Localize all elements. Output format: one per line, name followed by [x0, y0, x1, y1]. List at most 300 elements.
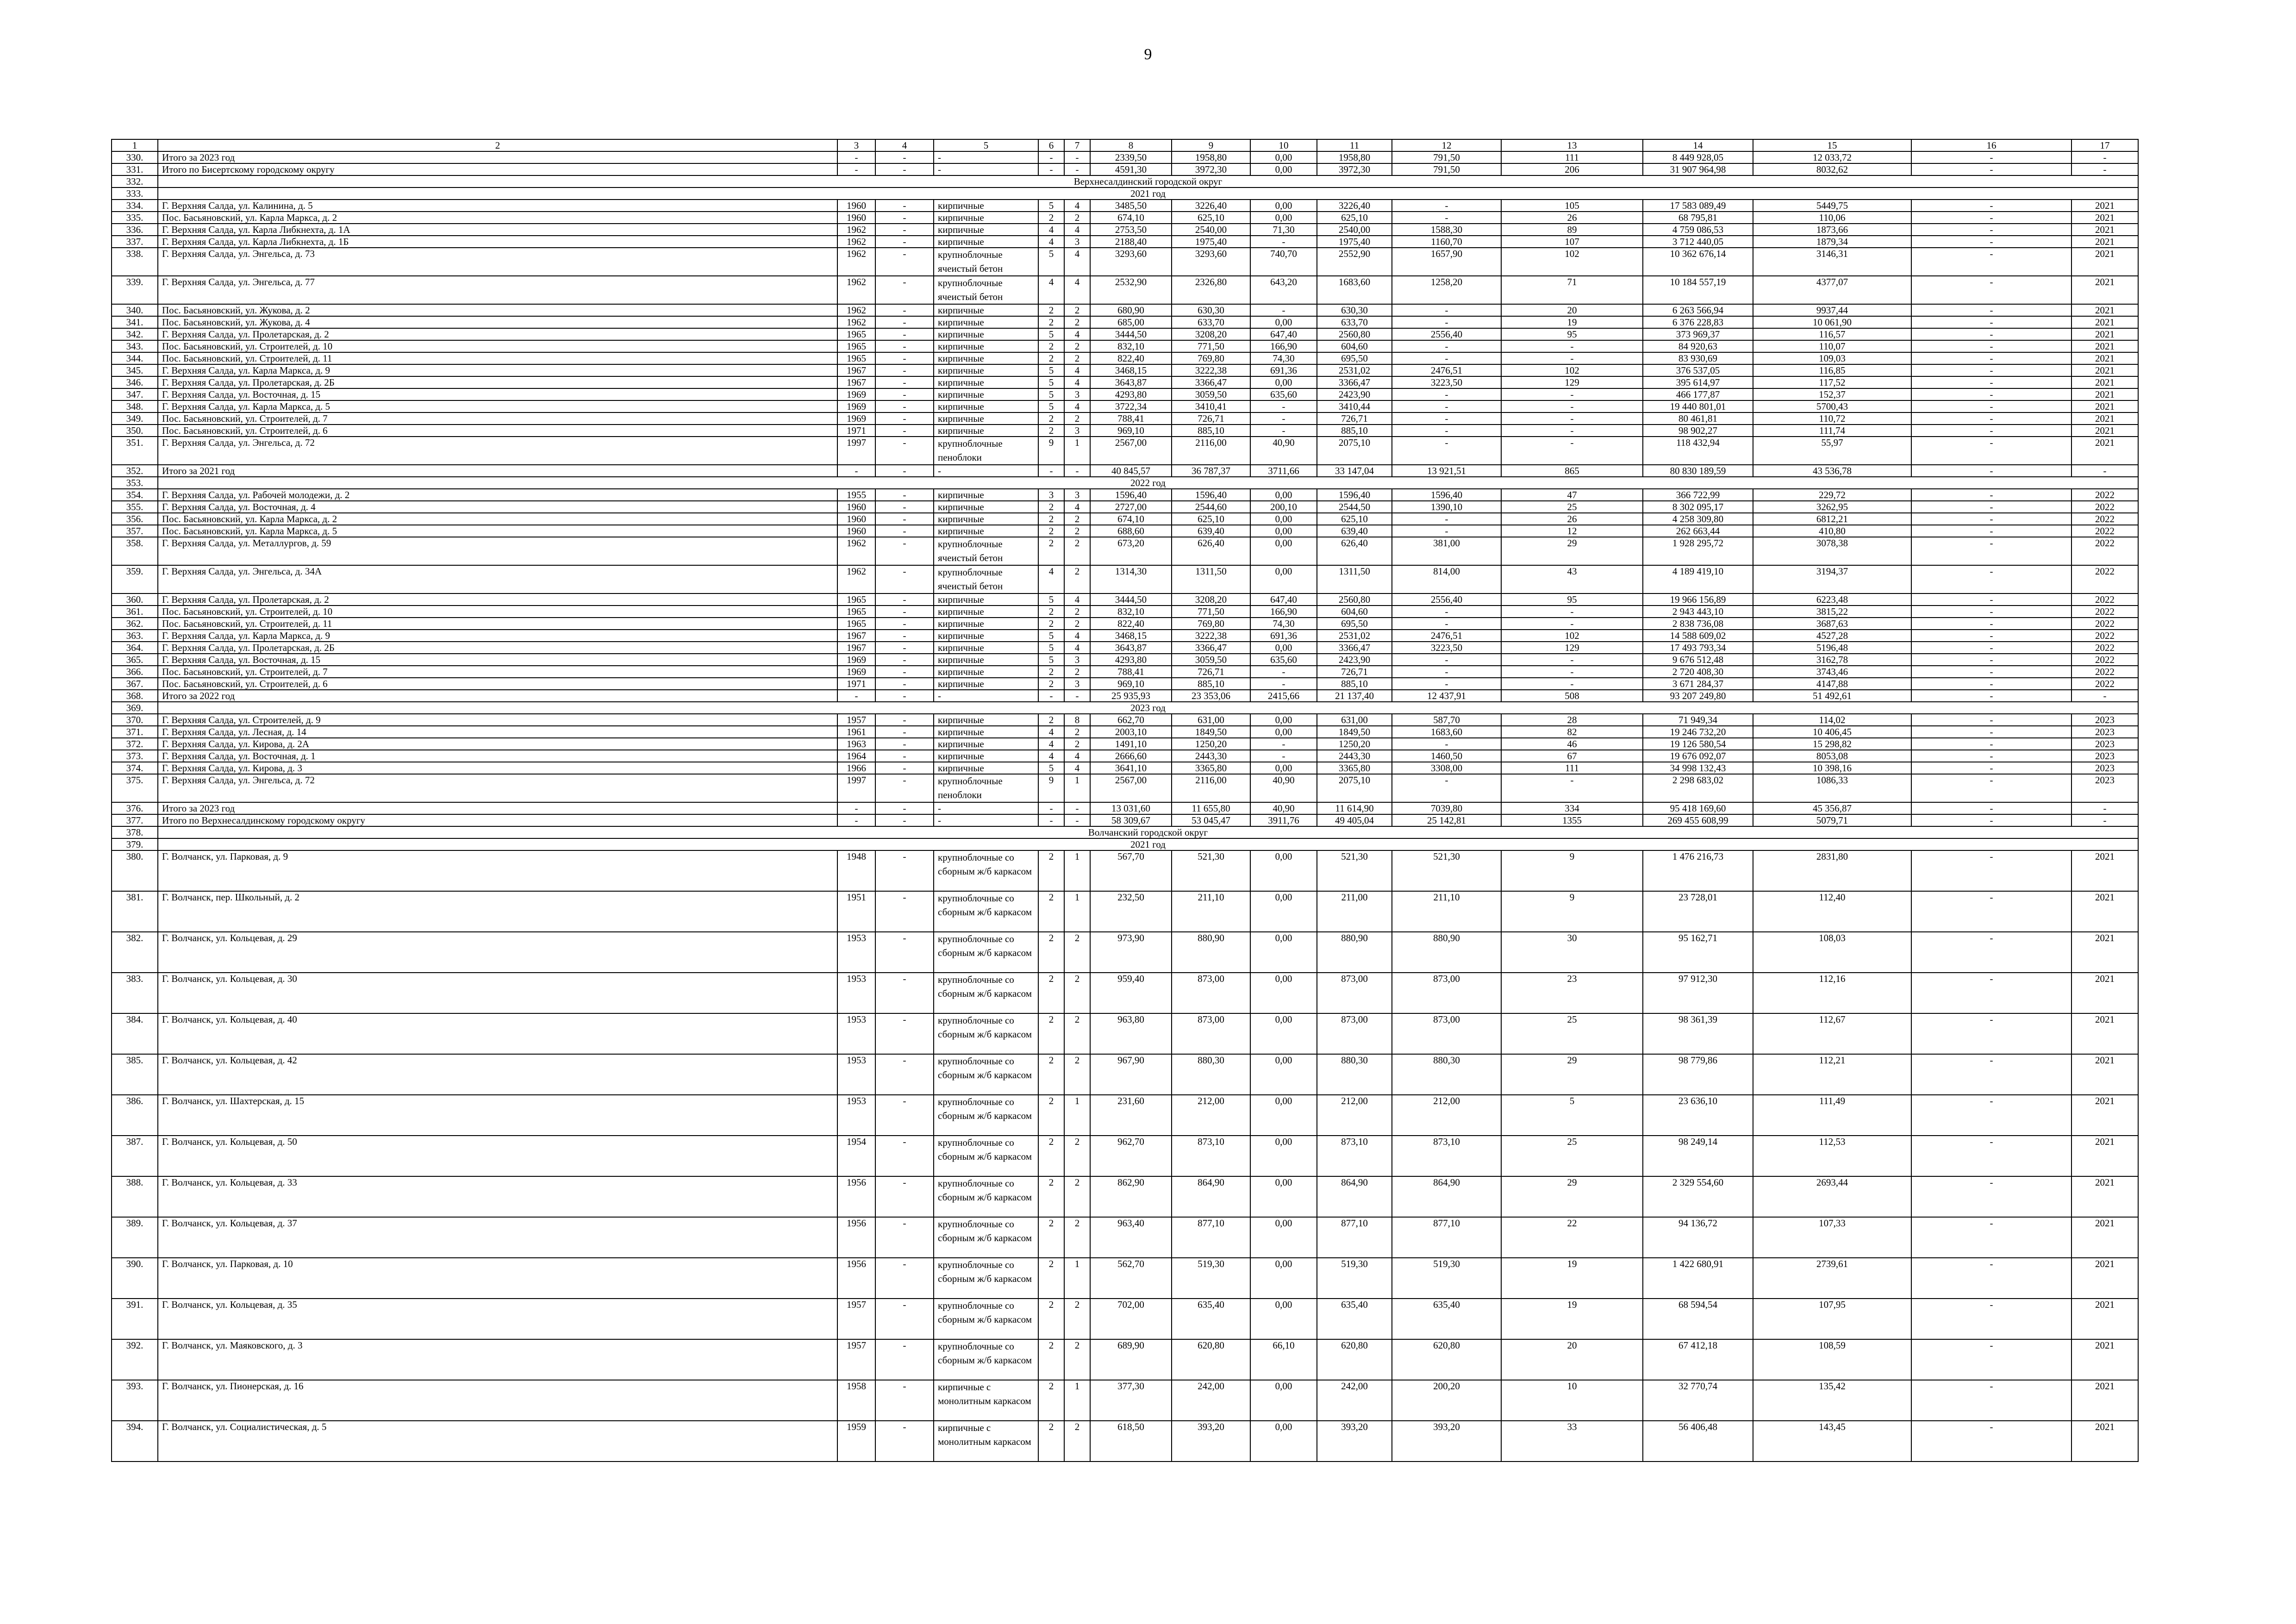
table-cell: -: [1911, 642, 2071, 654]
table-cell: -: [2071, 690, 2138, 702]
table-cell: 791,50: [1392, 151, 1501, 163]
table-cell: -: [1911, 593, 2071, 606]
table-cell: 1250,20: [1172, 738, 1250, 750]
table-cell: 23 728,01: [1643, 891, 1753, 932]
table-cell: 3468,15: [1090, 364, 1172, 376]
table-cell: -: [1911, 666, 2071, 678]
table-cell: 3365,80: [1317, 762, 1392, 774]
table-cell: кирпичные: [934, 388, 1038, 400]
table-cell: 0,00: [1250, 513, 1317, 525]
table-cell: 1311,50: [1317, 565, 1392, 593]
table-cell: 2415,66: [1250, 690, 1317, 702]
table-cell: 967,90: [1090, 1054, 1172, 1095]
row-number-cell: 369.: [112, 702, 158, 714]
table-cell: -: [1392, 304, 1501, 316]
table-cell: 5: [1038, 400, 1064, 412]
table-cell: -: [1250, 236, 1317, 248]
table-cell: 2: [1064, 1421, 1090, 1462]
table-cell: 880,90: [1172, 932, 1250, 973]
table-cell: 2: [1038, 678, 1064, 690]
table-cell: 1962: [837, 304, 875, 316]
table-row: [112, 850, 2138, 891]
table-cell: 873,00: [1392, 973, 1501, 1013]
table-cell: 814,00: [1392, 565, 1501, 593]
table-cell: 2531,02: [1317, 630, 1392, 642]
table-cell: 80 461,81: [1643, 412, 1753, 425]
table-cell: 2: [1038, 316, 1064, 328]
address-cell: Г. Волчанск, ул. Кольцевая, д. 40: [158, 1013, 837, 1054]
table-cell: 229,72: [1753, 489, 1911, 501]
row-number-cell: 380.: [112, 850, 158, 891]
table-cell: 4: [1038, 726, 1064, 738]
section-title-cell: Верхнесалдинский городской округ: [158, 175, 2138, 187]
table-cell: 2022: [2071, 501, 2138, 513]
table-cell: крупноблочные со сборным ж/б каркасом: [934, 1136, 1038, 1176]
table-cell: крупноблочные со сборным ж/б каркасом: [934, 1176, 1038, 1217]
table-cell: 864,90: [1317, 1176, 1392, 1217]
row-number-cell: 333.: [112, 187, 158, 200]
row-number-cell: 373.: [112, 750, 158, 762]
table-cell: 635,60: [1250, 388, 1317, 400]
row-number-cell: 339.: [112, 276, 158, 304]
table-cell: 102: [1501, 364, 1643, 376]
table-cell: 0,00: [1250, 1217, 1317, 1258]
table-cell: -: [1911, 762, 2071, 774]
table-cell: 2: [1038, 1339, 1064, 1380]
table-cell: крупноблочные со сборным ж/б каркасом: [934, 1299, 1038, 1339]
table-cell: 19: [1501, 316, 1643, 328]
column-number-cell: 9: [1172, 139, 1250, 151]
table-cell: 2: [1064, 1054, 1090, 1095]
address-cell: Г. Верхняя Салда, ул. Карла Маркса, д. 9: [158, 364, 837, 376]
table-cell: 1958,80: [1317, 151, 1392, 163]
table-cell: -: [875, 738, 934, 750]
table-cell: 5: [1038, 762, 1064, 774]
table-cell: 1997: [837, 774, 875, 802]
table-cell: 1: [1064, 850, 1090, 891]
table-cell: 3444,50: [1090, 328, 1172, 340]
table-cell: 4: [1064, 364, 1090, 376]
table-cell: 2021: [2071, 932, 2138, 973]
table-cell: 51 492,61: [1753, 690, 1911, 702]
row-number-cell: 378.: [112, 826, 158, 838]
table-cell: -: [1392, 774, 1501, 802]
table-cell: 2531,02: [1317, 364, 1392, 376]
table-cell: 5: [1038, 593, 1064, 606]
table-cell: 521,30: [1172, 850, 1250, 891]
table-cell: 4: [1038, 750, 1064, 762]
table-cell: 2: [1064, 932, 1090, 973]
row-number-cell: 391.: [112, 1299, 158, 1339]
table-cell: 112,67: [1753, 1013, 1911, 1054]
table-cell: 19 246 732,20: [1643, 726, 1753, 738]
table-cell: -: [875, 932, 934, 973]
table-cell: 118 432,94: [1643, 437, 1753, 465]
table-cell: 3059,50: [1172, 388, 1250, 400]
table-cell: 2: [1038, 1136, 1064, 1176]
table-cell: 19 440 801,01: [1643, 400, 1753, 412]
table-cell: 635,40: [1172, 1299, 1250, 1339]
row-number-cell: 356.: [112, 513, 158, 525]
row-number-cell: 360.: [112, 593, 158, 606]
table-cell: 1588,30: [1392, 224, 1501, 236]
address-cell: Пос. Басьяновский, ул. Строителей, д. 7: [158, 412, 837, 425]
table-cell: 689,90: [1090, 1339, 1172, 1380]
table-cell: 0,00: [1250, 200, 1317, 212]
table-cell: крупноблочные со сборным ж/б каркасом: [934, 1013, 1038, 1054]
table-cell: 1953: [837, 1054, 875, 1095]
table-cell: 633,70: [1317, 316, 1392, 328]
table-cell: 82: [1501, 726, 1643, 738]
table-cell: 33: [1501, 1421, 1643, 1462]
table-cell: 4: [1038, 236, 1064, 248]
table-cell: 9 676 512,48: [1643, 654, 1753, 666]
table-cell: 0,00: [1250, 489, 1317, 501]
table-cell: 3222,38: [1172, 364, 1250, 376]
table-cell: 587,70: [1392, 714, 1501, 726]
table-cell: 11 614,90: [1317, 802, 1392, 814]
table-cell: -: [837, 690, 875, 702]
row-number-cell: 389.: [112, 1217, 158, 1258]
table-cell: 26: [1501, 212, 1643, 224]
table-cell: 2023: [2071, 774, 2138, 802]
table-cell: 8 302 095,17: [1643, 501, 1753, 513]
table-cell: 3226,40: [1317, 200, 1392, 212]
address-cell: Итого за 2021 год: [158, 465, 837, 477]
table-cell: 5700,43: [1753, 400, 1911, 412]
table-cell: крупноблочные ячеистый бетон: [934, 276, 1038, 304]
table-cell: 3972,30: [1172, 163, 1250, 175]
table-cell: 47: [1501, 489, 1643, 501]
table-cell: 107: [1501, 236, 1643, 248]
table-cell: 2: [1064, 666, 1090, 678]
table-cell: кирпичные с монолитным каркасом: [934, 1380, 1038, 1421]
address-cell: Г. Верхняя Салда, ул. Строителей, д. 9: [158, 714, 837, 726]
column-number-cell: 8: [1090, 139, 1172, 151]
table-cell: 107,95: [1753, 1299, 1911, 1339]
table-cell: 25 142,81: [1392, 814, 1501, 826]
table-cell: 2021: [2071, 973, 2138, 1013]
table-cell: 880,30: [1172, 1054, 1250, 1095]
table-cell: 143,45: [1753, 1421, 1911, 1462]
table-cell: -: [875, 340, 934, 352]
table-cell: 2567,00: [1090, 774, 1172, 802]
table-cell: 0,00: [1250, 1013, 1317, 1054]
table-cell: кирпичные: [934, 501, 1038, 513]
table-cell: 630,30: [1317, 304, 1392, 316]
table-cell: 1965: [837, 618, 875, 630]
table-cell: 4 189 419,10: [1643, 565, 1753, 593]
section-row: [112, 187, 2138, 200]
table-row: [112, 762, 2138, 774]
table-cell: 4293,80: [1090, 654, 1172, 666]
row-number-cell: 382.: [112, 932, 158, 973]
table-row: [112, 618, 2138, 630]
table-cell: 4: [1038, 224, 1064, 236]
table-row: [112, 513, 2138, 525]
table-cell: 4 759 086,53: [1643, 224, 1753, 236]
table-cell: 34 998 132,43: [1643, 762, 1753, 774]
table-cell: 3366,47: [1317, 376, 1392, 388]
row-number-cell: 364.: [112, 642, 158, 654]
table-cell: -: [1064, 690, 1090, 702]
table-cell: 4: [1064, 224, 1090, 236]
table-cell: 4: [1064, 762, 1090, 774]
table-cell: -: [1911, 1136, 2071, 1176]
row-number-cell: 340.: [112, 304, 158, 316]
column-number-cell: 11: [1317, 139, 1392, 151]
table-cell: 95 418 169,60: [1643, 802, 1753, 814]
row-number-cell: 386.: [112, 1095, 158, 1136]
table-cell: 2003,10: [1090, 726, 1172, 738]
table-cell: 5: [1038, 654, 1064, 666]
table-cell: 410,80: [1753, 525, 1911, 537]
table-cell: 3468,15: [1090, 630, 1172, 642]
row-number-cell: 350.: [112, 425, 158, 437]
table-row: [112, 932, 2138, 973]
table-cell: 1962: [837, 224, 875, 236]
table-cell: 23: [1501, 973, 1643, 1013]
address-cell: Г. Волчанск, ул. Социалистическая, д. 5: [158, 1421, 837, 1462]
row-number-cell: 372.: [112, 738, 158, 750]
table-cell: -: [1392, 654, 1501, 666]
table-cell: 2: [1038, 714, 1064, 726]
table-cell: кирпичные: [934, 630, 1038, 642]
table-cell: 691,36: [1250, 364, 1317, 376]
table-cell: -: [1038, 163, 1064, 175]
table-cell: 635,60: [1250, 654, 1317, 666]
table-cell: 2: [1038, 1421, 1064, 1462]
table-cell: 2188,40: [1090, 236, 1172, 248]
row-number-cell: 348.: [112, 400, 158, 412]
table-cell: -: [875, 513, 934, 525]
table-cell: 43: [1501, 565, 1643, 593]
table-cell: 873,10: [1392, 1136, 1501, 1176]
table-cell: 2022: [2071, 593, 2138, 606]
table-cell: 2544,60: [1172, 501, 1250, 513]
table-cell: 1967: [837, 642, 875, 654]
table-cell: крупноблочные со сборным ж/б каркасом: [934, 850, 1038, 891]
table-cell: 8053,08: [1753, 750, 1911, 762]
table-cell: 2: [1064, 316, 1090, 328]
table-cell: -: [875, 630, 934, 642]
table-cell: 1596,40: [1090, 489, 1172, 501]
table-cell: 0,00: [1250, 151, 1317, 163]
table-cell: 98 361,39: [1643, 1013, 1753, 1054]
table-cell: 3162,78: [1753, 654, 1911, 666]
table-cell: 2: [1064, 340, 1090, 352]
address-cell: Г. Верхняя Салда, ул. Пролетарская, д. 2: [158, 328, 837, 340]
section-title-cell: 2021 год: [158, 187, 2138, 200]
table-cell: 2022: [2071, 525, 2138, 537]
table-cell: 864,90: [1172, 1176, 1250, 1217]
table-cell: 0,00: [1250, 212, 1317, 224]
table-cell: 2423,90: [1317, 388, 1392, 400]
table-cell: 2: [1064, 565, 1090, 593]
address-cell: Г. Волчанск, ул. Кольцевая, д. 29: [158, 932, 837, 973]
table-cell: 2: [1064, 1176, 1090, 1217]
table-cell: 2: [1038, 537, 1064, 565]
table-cell: 135,42: [1753, 1380, 1911, 1421]
table-cell: 2339,50: [1090, 151, 1172, 163]
table-cell: 40,90: [1250, 802, 1317, 814]
table-cell: 2021: [2071, 1339, 2138, 1380]
table-cell: 1965: [837, 352, 875, 364]
table-cell: 3485,50: [1090, 200, 1172, 212]
table-cell: 31 907 964,98: [1643, 163, 1753, 175]
table-cell: 10 362 676,14: [1643, 248, 1753, 276]
table-cell: -: [1911, 973, 2071, 1013]
table-cell: 2021: [2071, 316, 2138, 328]
table-cell: -: [1911, 425, 2071, 437]
row-number-cell: 393.: [112, 1380, 158, 1421]
table-cell: 71 949,34: [1643, 714, 1753, 726]
table-cell: 112,16: [1753, 973, 1911, 1013]
table-cell: -: [875, 1217, 934, 1258]
table-cell: -: [837, 163, 875, 175]
table-cell: 111,49: [1753, 1095, 1911, 1136]
table-cell: 2476,51: [1392, 630, 1501, 642]
table-cell: 969,10: [1090, 425, 1172, 437]
table-cell: 393,20: [1317, 1421, 1392, 1462]
address-cell: Г. Верхняя Салда, ул. Восточная, д. 4: [158, 501, 837, 513]
table-cell: 963,40: [1090, 1217, 1172, 1258]
table-cell: 3722,34: [1090, 400, 1172, 412]
table-cell: 521,30: [1392, 850, 1501, 891]
table-cell: 2021: [2071, 1136, 2138, 1176]
table-cell: -: [875, 1299, 934, 1339]
table-cell: 2: [1064, 304, 1090, 316]
table-row: [112, 814, 2138, 826]
table-row: [112, 1054, 2138, 1095]
table-cell: крупноблочные со сборным ж/б каркасом: [934, 1095, 1038, 1136]
table-cell: 562,70: [1090, 1258, 1172, 1299]
table-row: [112, 437, 2138, 465]
table-cell: 9: [1501, 850, 1643, 891]
table-cell: 3293,60: [1090, 248, 1172, 276]
table-cell: 11 655,80: [1172, 802, 1250, 814]
table-cell: -: [1911, 891, 2071, 932]
table-cell: -: [1392, 352, 1501, 364]
table-cell: 2023: [2071, 762, 2138, 774]
table-cell: 4: [1064, 248, 1090, 276]
table-cell: 25: [1501, 501, 1643, 513]
table-cell: -: [875, 364, 934, 376]
table-cell: -: [875, 1095, 934, 1136]
table-row: [112, 690, 2138, 702]
table-cell: -: [1911, 814, 2071, 826]
address-cell: Итого за 2022 год: [158, 690, 837, 702]
table-row: [112, 465, 2138, 477]
table-cell: 5: [1038, 200, 1064, 212]
table-cell: 2021: [2071, 224, 2138, 236]
table-cell: 94 136,72: [1643, 1217, 1753, 1258]
table-cell: 1956: [837, 1258, 875, 1299]
table-cell: -: [1911, 738, 2071, 750]
table-cell: 269 455 608,99: [1643, 814, 1753, 826]
table-cell: 3743,46: [1753, 666, 1911, 678]
table-cell: -: [1392, 606, 1501, 618]
table-cell: 26: [1501, 513, 1643, 525]
table-cell: 3222,38: [1172, 630, 1250, 642]
table-cell: 0,00: [1250, 762, 1317, 774]
table-cell: 1958,80: [1172, 151, 1250, 163]
table-cell: кирпичные: [934, 714, 1038, 726]
page-number: 9: [1144, 46, 1152, 63]
table-cell: 8 449 928,05: [1643, 151, 1753, 163]
table-cell: -: [875, 248, 934, 276]
table-cell: 1960: [837, 513, 875, 525]
address-cell: Г. Волчанск, пер. Школьный, д. 2: [158, 891, 837, 932]
table-cell: -: [1501, 606, 1643, 618]
table-cell: 508: [1501, 690, 1643, 702]
table-cell: 2: [1038, 412, 1064, 425]
section-title-cell: 2022 год: [158, 477, 2138, 489]
table-cell: 880,90: [1392, 932, 1501, 973]
table-cell: 2: [1038, 425, 1064, 437]
table-cell: 1960: [837, 525, 875, 537]
table-row: [112, 973, 2138, 1013]
table-cell: 959,40: [1090, 973, 1172, 1013]
table-cell: 3: [1064, 489, 1090, 501]
table-cell: 1657,90: [1392, 248, 1501, 276]
table-cell: -: [2071, 802, 2138, 814]
table-cell: 2: [1038, 1258, 1064, 1299]
table-row: [112, 352, 2138, 364]
table-cell: 1873,66: [1753, 224, 1911, 236]
table-cell: 95 162,71: [1643, 932, 1753, 973]
table-cell: -: [837, 802, 875, 814]
table-cell: 647,40: [1250, 593, 1317, 606]
table-cell: 108,03: [1753, 932, 1911, 973]
table-cell: 2021: [2071, 276, 2138, 304]
table-cell: 726,71: [1172, 666, 1250, 678]
table-cell: 381,00: [1392, 537, 1501, 565]
table-cell: кирпичные: [934, 593, 1038, 606]
address-cell: Г. Верхняя Салда, ул. Карла Маркса, д. 5: [158, 400, 837, 412]
table-cell: 2021: [2071, 352, 2138, 364]
table-cell: 5: [1038, 328, 1064, 340]
table-cell: 2021: [2071, 400, 2138, 412]
row-number-cell: 335.: [112, 212, 158, 224]
address-cell: Г. Волчанск, ул. Кольцевая, д. 42: [158, 1054, 837, 1095]
table-cell: 635,40: [1392, 1299, 1501, 1339]
table-cell: 2560,80: [1317, 328, 1392, 340]
table-cell: 2: [1038, 513, 1064, 525]
address-cell: Г. Верхняя Салда, ул. Энгельса, д. 73: [158, 248, 837, 276]
table-cell: 2021: [2071, 1013, 2138, 1054]
table-cell: -: [875, 654, 934, 666]
address-cell: Г. Волчанск, ул. Пионерская, д. 16: [158, 1380, 837, 1421]
table-cell: 19 126 580,54: [1643, 738, 1753, 750]
table-cell: 1596,40: [1172, 489, 1250, 501]
table-cell: 46: [1501, 738, 1643, 750]
table-cell: -: [875, 678, 934, 690]
table-cell: 880,30: [1317, 1054, 1392, 1095]
table-cell: 377,30: [1090, 1380, 1172, 1421]
address-cell: Итого за 2023 год: [158, 802, 837, 814]
address-cell: Г. Верхняя Салда, ул. Энгельса, д. 77: [158, 276, 837, 304]
table-cell: -: [1501, 678, 1643, 690]
table-cell: 2022: [2071, 489, 2138, 501]
table-cell: 2021: [2071, 437, 2138, 465]
table-cell: 1969: [837, 412, 875, 425]
table-cell: крупноблочные со сборным ж/б каркасом: [934, 891, 1038, 932]
table-cell: -: [1911, 1217, 2071, 1258]
table-cell: 2021: [2071, 388, 2138, 400]
table-cell: 4: [1064, 750, 1090, 762]
table-cell: -: [1392, 513, 1501, 525]
